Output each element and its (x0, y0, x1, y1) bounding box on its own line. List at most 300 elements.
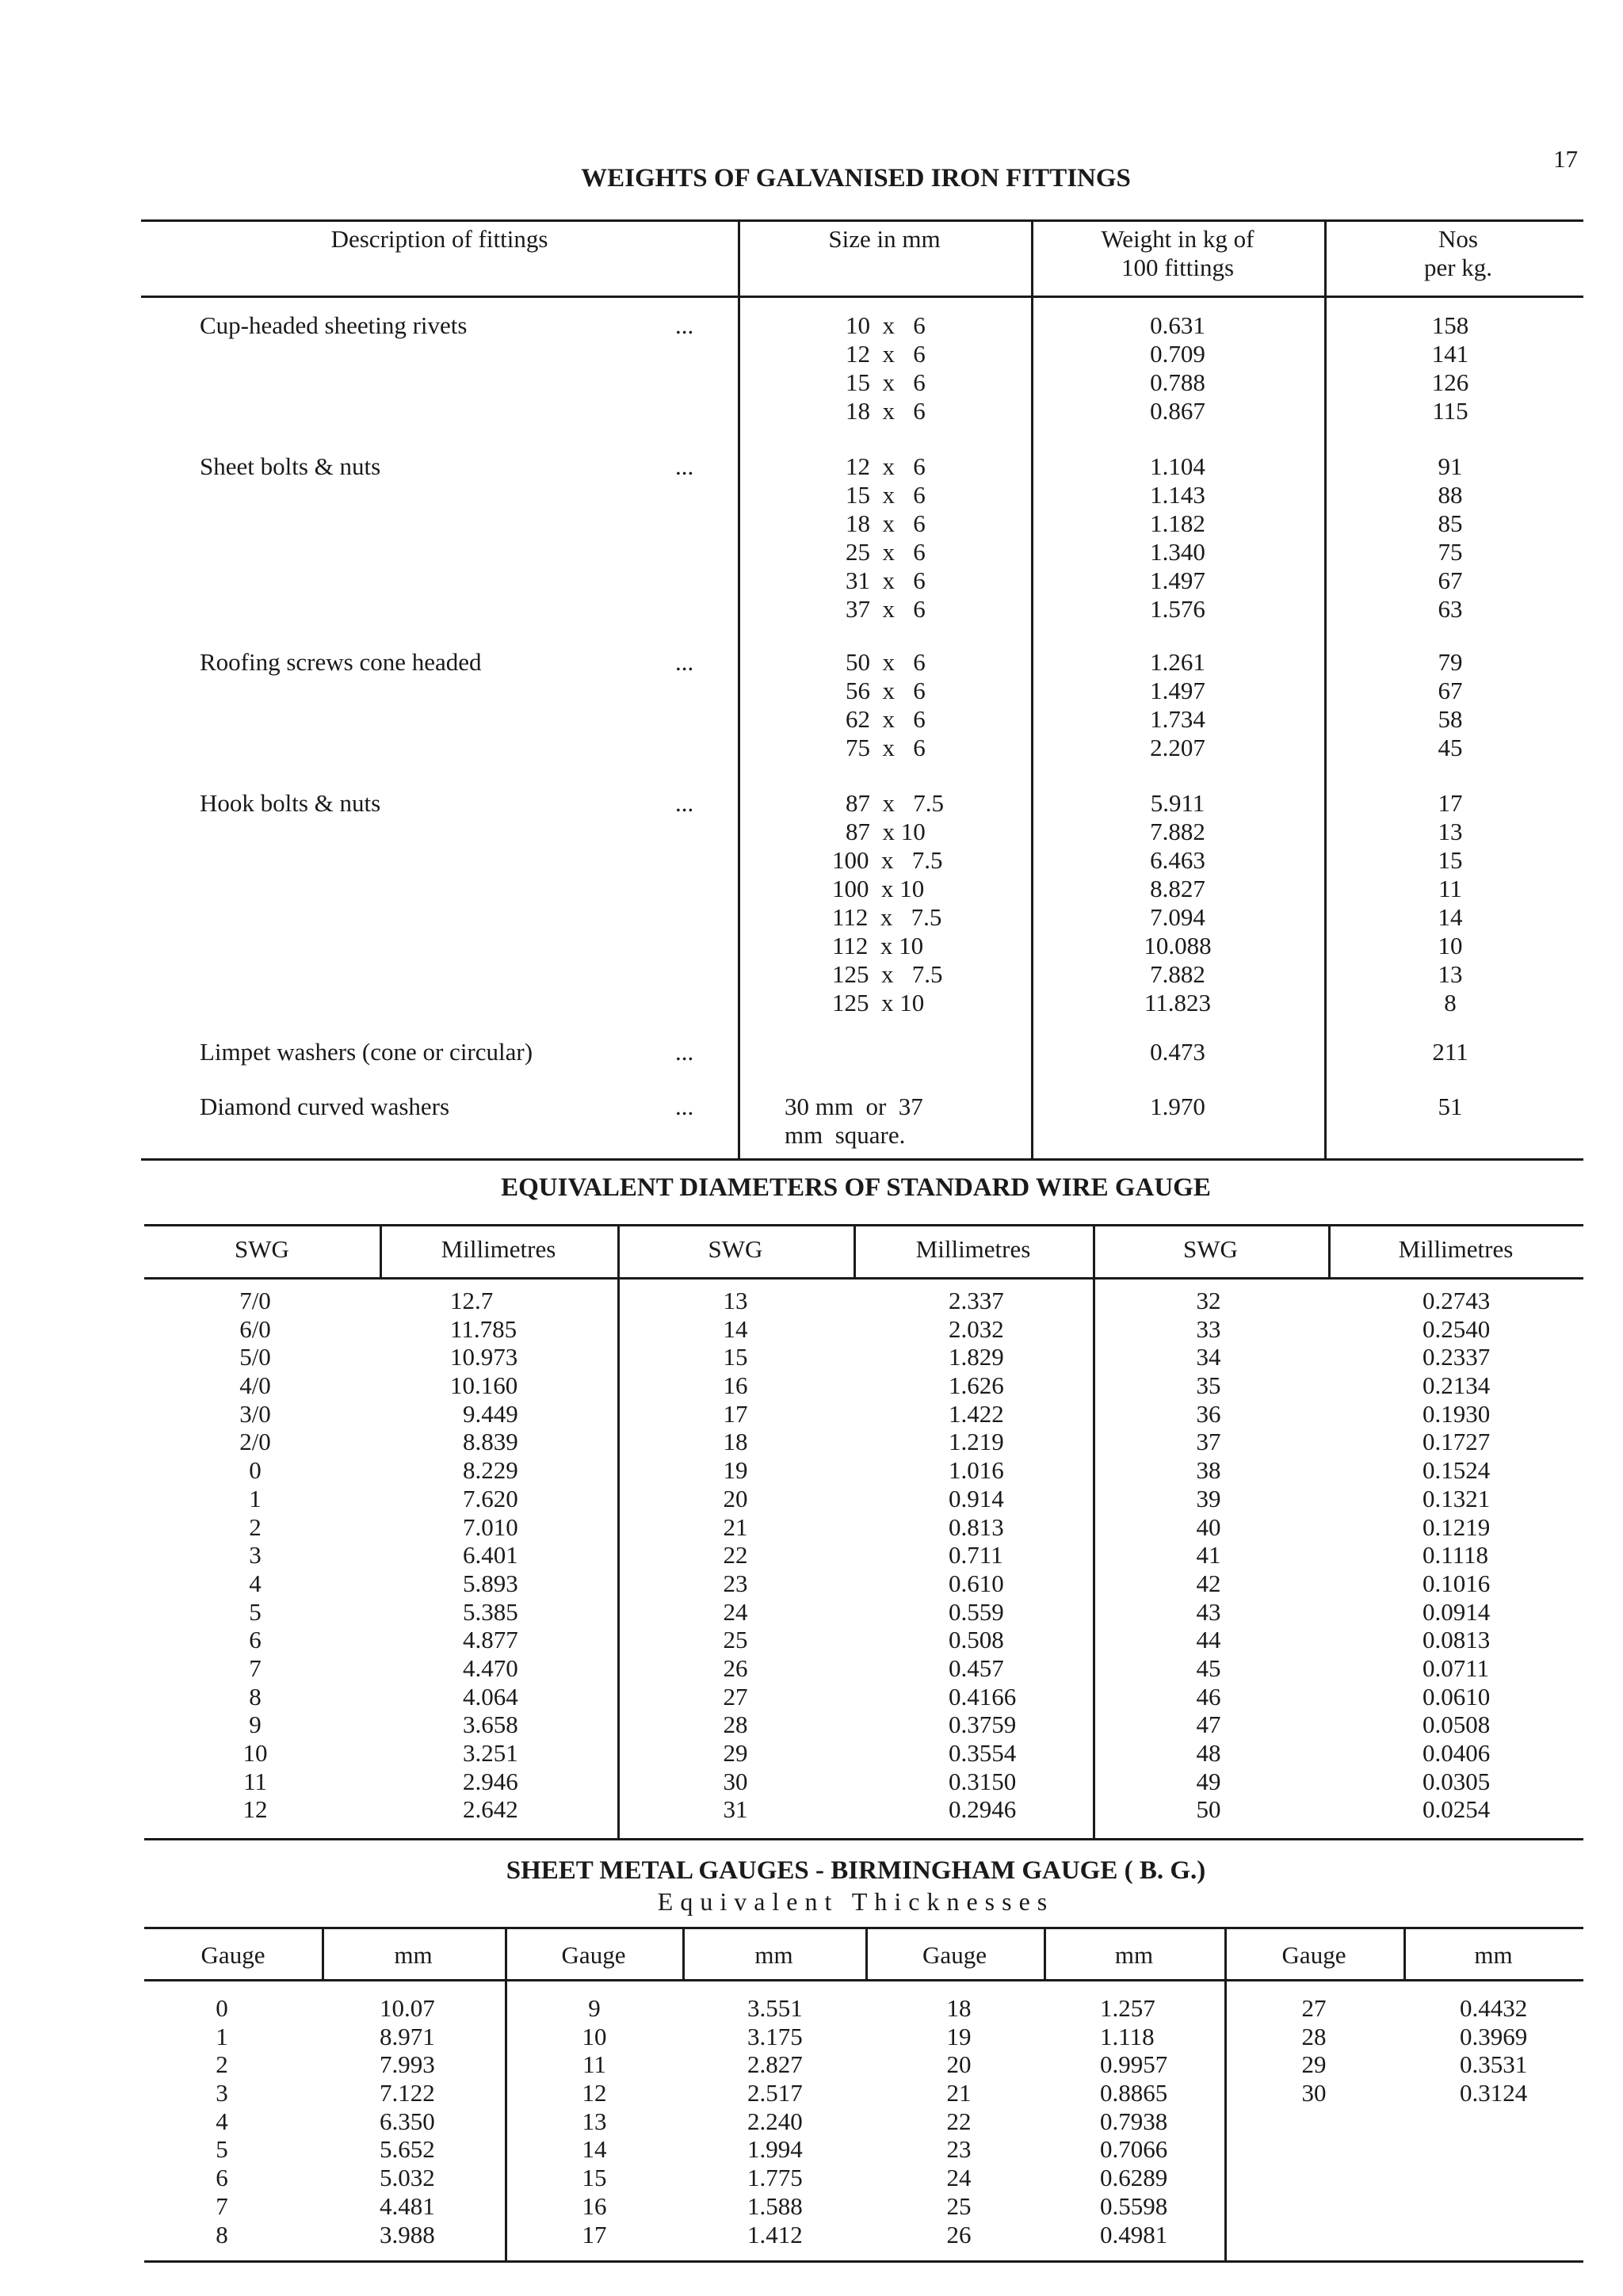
header-gauge: Gauge (1281, 1941, 1346, 1969)
swg-mm: 0.711 (949, 1541, 1003, 1569)
header-weight-line-1: Weight in kg of (1101, 225, 1254, 253)
bg-gauge: 4 (216, 2107, 228, 2135)
size-value: 15 x 6 (846, 368, 926, 396)
bg-gauge: 2 (216, 2050, 228, 2079)
bg-mm: 7.122 (380, 2079, 435, 2107)
swg-gauge: 12 (242, 1795, 268, 1824)
swg-mm: 4.877 (463, 1626, 518, 1654)
swg-gauge: 2 (249, 1512, 262, 1541)
swg-mm: 4.470 (463, 1653, 518, 1682)
bg-mm: 6.350 (380, 2107, 435, 2135)
header-mm: mm (1474, 1941, 1513, 1969)
leader-dots: ... (675, 1093, 694, 1120)
size-value: 112 x 10 (832, 932, 924, 959)
weight-value: 0.788 (1150, 368, 1205, 396)
rule (144, 1979, 1583, 1981)
header-mm: mm (754, 1941, 793, 1969)
size-value: 18 x 6 (846, 509, 926, 537)
swg-mm-list (1423, 1287, 1490, 1824)
bg-mm-list (747, 1994, 803, 2248)
column-divider (617, 1224, 620, 1838)
swg-mm: 0.1219 (1423, 1512, 1491, 1541)
swg-mm: 0.2743 (1423, 1287, 1491, 1314)
rule (144, 1277, 1583, 1280)
weight-value: 8.827 (1150, 875, 1205, 902)
nos-value: 63 (1438, 595, 1463, 623)
nos-value: 85 (1438, 509, 1463, 537)
weight-value: 7.882 (1150, 818, 1205, 845)
nos-list (1411, 311, 1490, 425)
size-list (846, 452, 926, 624)
fittings-title: WEIGHTS OF GALVANISED IRON FITTINGS (581, 164, 1131, 193)
bg-mm: 0.9957 (1100, 2050, 1168, 2079)
header-swg: SWG (708, 1235, 763, 1263)
header-weight-line-2: 100 fittings (1121, 254, 1235, 281)
swg-mm: 0.1118 (1423, 1541, 1488, 1569)
swg-gauge: 0 (249, 1456, 262, 1485)
column-divider (1031, 219, 1033, 1159)
swg-mm: 8.229 (463, 1456, 518, 1485)
weight-value: 0.473 (1150, 1038, 1205, 1066)
swg-mm: 1.422 (949, 1399, 1004, 1428)
swg-gauge: 33 (1196, 1314, 1221, 1343)
bg-gauge: 8 (216, 2220, 228, 2248)
weight-value: 1.497 (1150, 566, 1205, 594)
swg-mm: 2.642 (463, 1795, 518, 1824)
nos-value: 11 (1438, 875, 1462, 902)
header-gauge: Gauge (922, 1941, 987, 1969)
swg-mm: 7.620 (463, 1484, 518, 1512)
nos-value: 58 (1438, 705, 1463, 733)
bg-gauge: 20 (946, 2050, 972, 2079)
header-millimetres: Millimetres (441, 1235, 556, 1263)
swg-mm: 0.1321 (1423, 1484, 1491, 1512)
swg-mm: 0.559 (949, 1597, 1004, 1626)
swg-gauge: 26 (723, 1653, 748, 1682)
swg-gauge: 4/0 (239, 1371, 271, 1400)
swg-gauge: 6 (249, 1626, 262, 1654)
header-mm: mm (394, 1941, 433, 1969)
swg-mm: 0.0914 (1423, 1597, 1491, 1626)
bg-mm: 0.3124 (1460, 2079, 1528, 2107)
swg-mm: 0.1930 (1423, 1399, 1491, 1428)
bg-gauge: 16 (582, 2191, 607, 2220)
swg-gauge: 6/0 (239, 1314, 271, 1343)
swg-mm: 0.0813 (1423, 1626, 1491, 1654)
fitting-description: Sheet bolts & nuts (200, 452, 381, 480)
weight-value: 7.094 (1150, 903, 1205, 931)
bg-gauge: 18 (946, 1994, 972, 2022)
swg-mm-list (450, 1287, 518, 1824)
bg-gauge: 30 (1301, 2079, 1327, 2107)
swg-gauge: 35 (1196, 1371, 1221, 1400)
weight-value: 1.497 (1150, 677, 1205, 704)
size-list (785, 1093, 923, 1150)
swg-gauge: 3/0 (239, 1399, 271, 1428)
weight-value: 1.734 (1150, 705, 1205, 733)
size-value: 56 x 6 (846, 677, 926, 704)
swg-mm: 0.3554 (949, 1739, 1017, 1767)
nos-value: 141 (1431, 340, 1469, 368)
bg-gauge: 24 (946, 2164, 972, 2192)
swg-gauge: 28 (723, 1711, 748, 1739)
bg-mm: 3.551 (747, 1994, 803, 2022)
weight-value: 11.823 (1144, 989, 1212, 1016)
size-value: 31 x 6 (846, 566, 926, 594)
nos-value: 13 (1438, 818, 1463, 845)
header-description: Description of fittings (330, 225, 548, 253)
swg-mm: 1.016 (949, 1456, 1004, 1485)
bg-gauge-list (555, 1994, 634, 2248)
header-nos-line-1: Nos (1438, 225, 1478, 253)
bg-gauge: 0 (216, 1994, 228, 2022)
rule (144, 1838, 1583, 1840)
swg-mm: 0.914 (949, 1484, 1004, 1512)
swg-mm: 4.064 (463, 1682, 518, 1711)
bg-gauge: 5 (216, 2135, 228, 2164)
bg-gauge: 25 (946, 2191, 972, 2220)
swg-mm: 5.893 (463, 1569, 518, 1597)
weight-list (1110, 789, 1245, 1017)
swg-mm: 2.946 (463, 1767, 518, 1795)
nos-value: 115 (1432, 397, 1468, 425)
swg-mm: 0.1727 (1423, 1428, 1491, 1456)
bg-mm: 1.257 (1100, 1994, 1155, 2022)
swg-mm: 6.401 (463, 1541, 518, 1569)
nos-value: 10 (1438, 932, 1463, 959)
leader-dots: ... (675, 452, 694, 480)
weight-list (1110, 1093, 1245, 1121)
weight-list (1110, 648, 1245, 762)
swg-gauge: 2/0 (239, 1428, 271, 1456)
swg-gauge-list (696, 1287, 775, 1824)
weight-value: 1.261 (1150, 648, 1205, 676)
swg-gauge: 38 (1196, 1456, 1221, 1485)
nos-list (1411, 789, 1490, 1017)
weight-value: 1.182 (1150, 509, 1205, 537)
size-value: 30 mm or 37 (785, 1093, 923, 1120)
bg-gauge-list (182, 1994, 262, 2248)
rule (141, 219, 1583, 222)
swg-mm: 7.010 (463, 1512, 518, 1541)
swg-mm: 3.658 (463, 1711, 518, 1739)
header-millimetres: Millimetres (1398, 1235, 1514, 1263)
swg-gauge: 37 (1196, 1428, 1221, 1456)
bg-mm: 0.7066 (1100, 2135, 1168, 2164)
nos-value: 158 (1431, 311, 1469, 339)
swg-gauge: 9 (249, 1711, 262, 1739)
swg-mm: 0.0406 (1423, 1739, 1491, 1767)
header-size: Size in mm (828, 225, 941, 253)
header-mm: mm (1114, 1941, 1154, 1969)
bg-mm: 2.240 (747, 2107, 803, 2135)
swg-gauge: 4 (249, 1569, 262, 1597)
fitting-description: Hook bolts & nuts (200, 789, 381, 817)
size-value: 125 x 10 (832, 989, 925, 1016)
size-value: 112 x 7.5 (832, 903, 942, 931)
swg-mm: 0.0711 (1423, 1653, 1490, 1682)
weight-value: 5.911 (1150, 789, 1205, 817)
weight-value: 1.104 (1150, 452, 1205, 480)
weight-value: 10.088 (1144, 932, 1212, 959)
swg-gauge: 24 (723, 1597, 748, 1626)
swg-gauge: 20 (723, 1484, 748, 1512)
weight-value: 0.867 (1150, 397, 1205, 425)
swg-mm: 0.1016 (1423, 1569, 1491, 1597)
size-value: 62 x 6 (846, 705, 926, 733)
header-nos (1395, 225, 1522, 282)
nos-value: 17 (1438, 789, 1463, 817)
size-value: 15 x 6 (846, 481, 926, 509)
leader-dots: ... (675, 648, 694, 676)
header-swg: SWG (235, 1235, 289, 1263)
size-value: 25 x 6 (846, 538, 926, 566)
size-value: 18 x 6 (846, 397, 926, 425)
rule (141, 296, 1583, 298)
bg-mm-list (1100, 1994, 1167, 2248)
column-divider (1093, 1224, 1095, 1838)
rule (144, 2260, 1583, 2263)
swg-mm: 10.160 (450, 1371, 518, 1400)
bg-mm: 0.4981 (1100, 2220, 1168, 2248)
swg-mm: 5.385 (463, 1597, 518, 1626)
weight-list (1110, 1038, 1245, 1066)
weight-value: 0.631 (1150, 311, 1205, 339)
swg-mm-list (949, 1287, 1016, 1824)
swg-gauge: 46 (1196, 1682, 1221, 1711)
swg-gauge: 21 (723, 1512, 748, 1541)
nos-value: 75 (1438, 538, 1463, 566)
swg-gauge: 41 (1196, 1541, 1221, 1569)
rule (144, 1224, 1583, 1226)
swg-mm: 0.2540 (1423, 1314, 1491, 1343)
swg-mm: 0.3759 (949, 1711, 1017, 1739)
swg-mm: 1.219 (949, 1428, 1004, 1456)
bg-gauge-list (919, 1994, 999, 2248)
swg-gauge: 48 (1196, 1739, 1221, 1767)
weight-value: 6.463 (1150, 846, 1205, 874)
swg-mm: 2.337 (949, 1287, 1004, 1314)
fitting-description: Cup-headed sheeting rivets (200, 311, 468, 339)
weight-value: 7.882 (1150, 960, 1205, 988)
swg-mm: 0.508 (949, 1626, 1004, 1654)
bg-mm: 7.993 (380, 2050, 435, 2079)
leader-dots: ... (675, 789, 694, 817)
bg-gauge: 9 (588, 1994, 601, 2022)
swg-mm: 3.251 (463, 1739, 518, 1767)
bg-mm: 0.5598 (1100, 2191, 1168, 2220)
swg-gauge: 7 (249, 1653, 262, 1682)
size-value: 10 x 6 (846, 311, 926, 339)
size-value: 37 x 6 (846, 595, 926, 623)
header-millimetres: Millimetres (915, 1235, 1031, 1263)
nos-list (1411, 1038, 1490, 1066)
leader-dots: ... (675, 1038, 694, 1066)
weight-list (1110, 452, 1245, 624)
bg-mm: 10.07 (380, 1994, 435, 2022)
swg-gauge: 36 (1196, 1399, 1221, 1428)
header-weight (1031, 225, 1324, 282)
bg-gauge: 28 (1301, 2022, 1327, 2050)
swg-title: EQUIVALENT DIAMETERS OF STANDARD WIRE GAUGE (501, 1173, 1211, 1202)
nos-list (1411, 648, 1490, 762)
swg-gauge: 1 (249, 1484, 262, 1512)
bg-mm: 1.118 (1100, 2022, 1155, 2050)
bg-gauge: 11 (582, 2050, 606, 2079)
column-divider (505, 1927, 507, 2260)
bg-title: SHEET METAL GAUGES - BIRMINGHAM GAUGE ( B. G.) (506, 1856, 1206, 1885)
swg-gauge: 47 (1196, 1711, 1221, 1739)
swg-mm: 0.0305 (1423, 1767, 1491, 1795)
swg-gauge: 5/0 (239, 1343, 271, 1371)
swg-gauge: 27 (723, 1682, 748, 1711)
swg-gauge: 19 (723, 1456, 748, 1485)
size-value: 12 x 6 (846, 340, 926, 368)
swg-mm: 1.626 (949, 1371, 1004, 1400)
bg-mm: 0.8865 (1100, 2079, 1168, 2107)
swg-gauge: 14 (723, 1314, 748, 1343)
size-value: mm square. (785, 1121, 906, 1149)
bg-gauge: 1 (216, 2022, 228, 2050)
swg-gauge: 40 (1196, 1512, 1221, 1541)
nos-value: 51 (1438, 1093, 1463, 1120)
bg-gauge: 12 (582, 2079, 607, 2107)
swg-mm: 11.785 (450, 1314, 517, 1343)
nos-value: 14 (1438, 903, 1463, 931)
bg-mm: 0.3531 (1460, 2050, 1528, 2079)
page-number: 17 (1553, 145, 1578, 173)
swg-mm: 0.457 (949, 1653, 1004, 1682)
swg-gauge: 32 (1196, 1287, 1221, 1314)
bg-gauge: 17 (582, 2220, 607, 2248)
nos-value: 8 (1444, 989, 1457, 1016)
bg-mm: 3.175 (747, 2022, 803, 2050)
size-value: 87 x 7.5 (846, 789, 944, 817)
swg-gauge: 11 (243, 1767, 267, 1795)
swg-mm: 9.449 (463, 1399, 518, 1428)
nos-value: 45 (1438, 734, 1463, 761)
rule (141, 1158, 1583, 1161)
size-value: 100 x 7.5 (832, 846, 943, 874)
bg-gauge: 7 (216, 2191, 228, 2220)
swg-gauge: 30 (723, 1767, 748, 1795)
bg-mm: 5.032 (380, 2164, 435, 2192)
swg-gauge: 7/0 (239, 1287, 271, 1314)
size-value: 75 x 6 (846, 734, 926, 761)
bg-mm: 5.652 (380, 2135, 435, 2164)
swg-gauge: 23 (723, 1569, 748, 1597)
fitting-description: Diamond curved washers (200, 1093, 450, 1120)
swg-mm: 0.610 (949, 1569, 1004, 1597)
swg-gauge: 15 (723, 1343, 748, 1371)
bg-mm-list (380, 1994, 435, 2248)
swg-gauge: 39 (1196, 1484, 1221, 1512)
bg-mm: 2.517 (747, 2079, 803, 2107)
size-list (832, 789, 944, 1017)
swg-gauge: 50 (1196, 1795, 1221, 1824)
column-divider (1224, 1927, 1227, 2260)
header-swg: SWG (1183, 1235, 1238, 1263)
swg-mm: 0.3150 (949, 1767, 1017, 1795)
bg-mm: 8.971 (380, 2022, 435, 2050)
size-list (846, 311, 926, 425)
swg-mm: 0.2337 (1423, 1343, 1491, 1371)
bg-mm: 1.412 (747, 2220, 803, 2248)
size-value: 87 x 10 (846, 818, 926, 845)
weight-value: 0.709 (1150, 340, 1205, 368)
nos-value: 91 (1438, 452, 1463, 480)
swg-mm: 0.4166 (949, 1682, 1017, 1711)
swg-gauge: 3 (249, 1541, 262, 1569)
column-divider (1324, 219, 1327, 1159)
size-value: 50 x 6 (846, 648, 926, 676)
swg-mm: 0.2134 (1423, 1371, 1491, 1400)
bg-gauge-list (1274, 1994, 1354, 2107)
nos-value: 67 (1438, 566, 1463, 594)
swg-gauge: 8 (249, 1682, 262, 1711)
swg-gauge: 44 (1196, 1626, 1221, 1654)
rule (144, 1927, 1583, 1929)
swg-gauge: 29 (723, 1739, 748, 1767)
nos-value: 126 (1431, 368, 1469, 396)
size-value: 100 x 10 (832, 875, 925, 902)
nos-value: 211 (1432, 1038, 1468, 1066)
nos-value: 88 (1438, 481, 1463, 509)
bg-mm: 0.6289 (1100, 2164, 1168, 2192)
swg-gauge: 42 (1196, 1569, 1221, 1597)
bg-mm: 1.775 (747, 2164, 803, 2192)
swg-gauge: 10 (242, 1739, 268, 1767)
swg-gauge: 43 (1196, 1597, 1221, 1626)
bg-gauge: 23 (946, 2135, 972, 2164)
bg-gauge: 14 (582, 2135, 607, 2164)
swg-gauge: 45 (1196, 1653, 1221, 1682)
size-value: 125 x 7.5 (832, 960, 943, 988)
bg-gauge: 3 (216, 2079, 228, 2107)
nos-value: 15 (1438, 846, 1463, 874)
bg-mm: 1.994 (747, 2135, 803, 2164)
bg-subtitle: Equivalent Thicknesses (657, 1887, 1055, 1916)
swg-gauge: 49 (1196, 1767, 1221, 1795)
leader-dots: ... (675, 311, 694, 339)
bg-gauge: 15 (582, 2164, 607, 2192)
header-gauge: Gauge (561, 1941, 626, 1969)
swg-mm: 8.839 (463, 1428, 518, 1456)
bg-mm: 4.481 (380, 2191, 435, 2220)
weight-value: 1.576 (1150, 595, 1205, 623)
bg-gauge: 27 (1301, 1994, 1327, 2022)
swg-gauge: 18 (723, 1428, 748, 1456)
swg-mm: 2.032 (949, 1314, 1004, 1343)
swg-gauge-list (1169, 1287, 1248, 1824)
swg-gauge: 31 (723, 1795, 748, 1824)
weight-list (1110, 311, 1245, 425)
swg-mm: 0.813 (949, 1512, 1004, 1541)
bg-mm: 1.588 (747, 2191, 803, 2220)
bg-gauge: 6 (216, 2164, 228, 2192)
swg-gauge: 25 (723, 1626, 748, 1654)
weight-value: 1.970 (1150, 1093, 1205, 1120)
bg-gauge: 21 (946, 2079, 972, 2107)
nos-list (1411, 452, 1490, 624)
swg-mm: 1.829 (949, 1343, 1004, 1371)
bg-gauge: 29 (1301, 2050, 1327, 2079)
nos-value: 79 (1438, 648, 1463, 676)
swg-mm: 10.973 (450, 1343, 518, 1371)
weight-value: 1.340 (1150, 538, 1205, 566)
swg-mm: 0.2946 (949, 1795, 1017, 1824)
swg-gauge: 13 (723, 1287, 748, 1314)
